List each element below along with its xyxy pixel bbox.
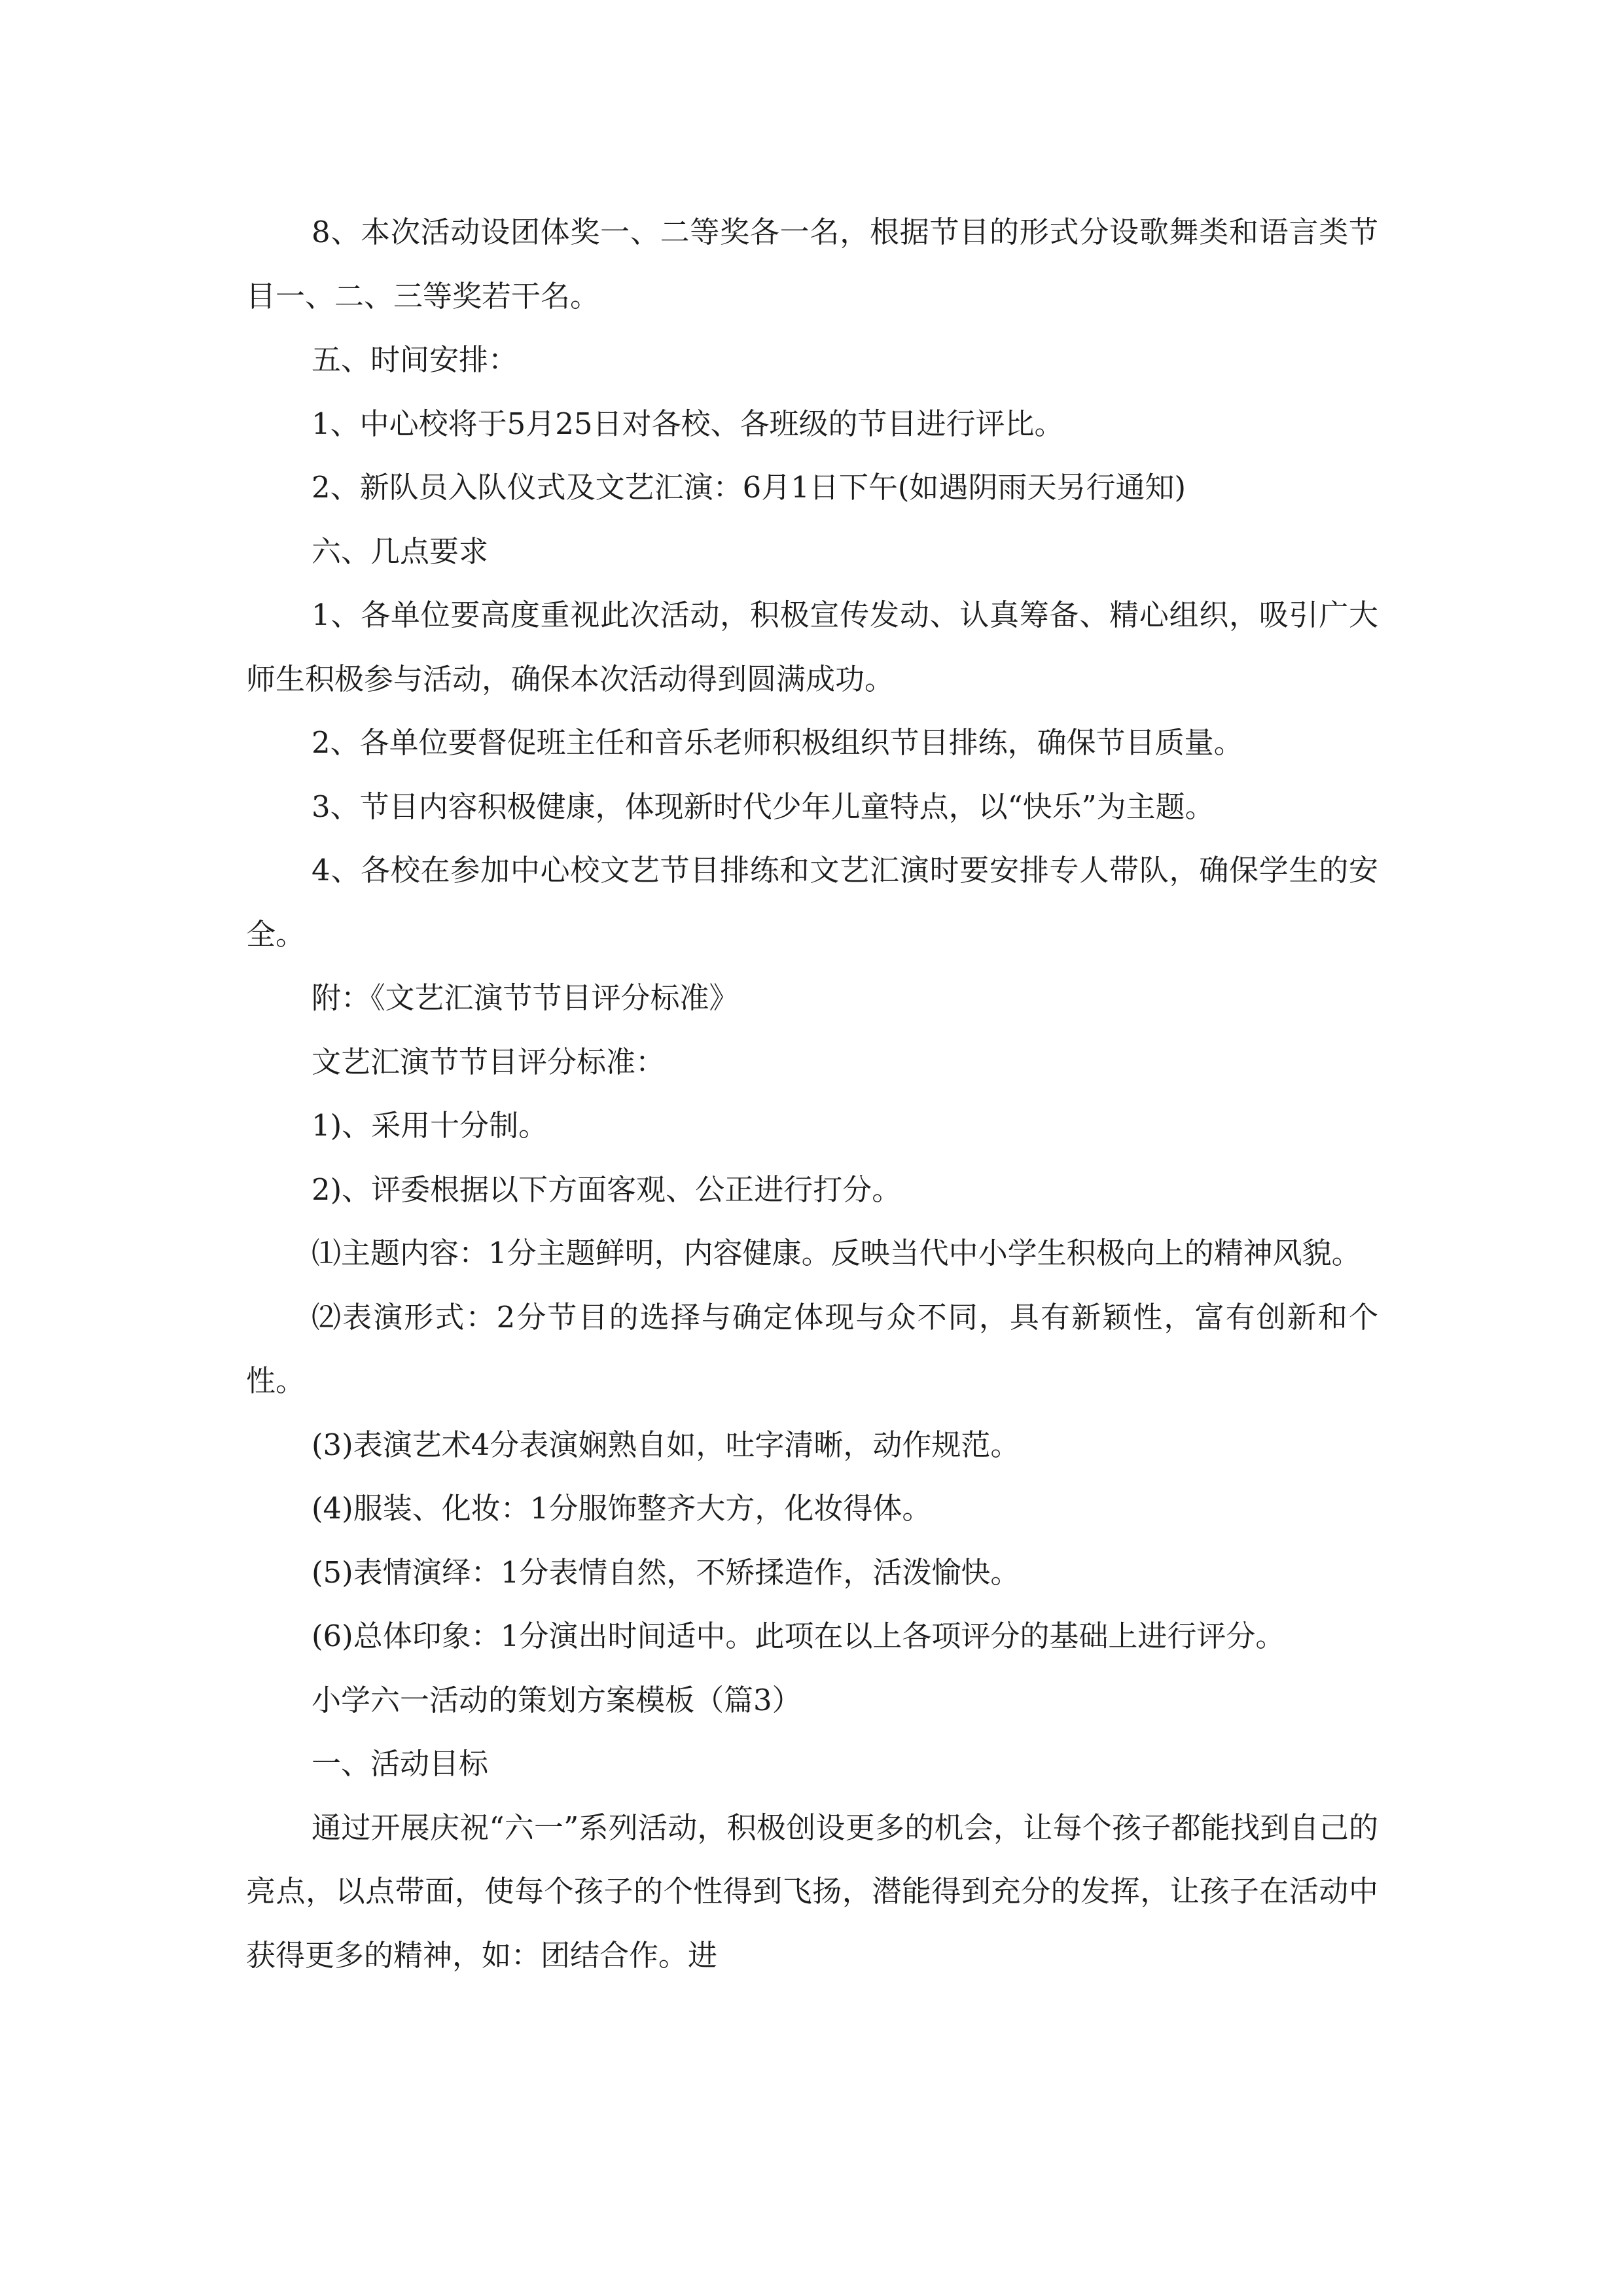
paragraph-scoring-2: 2)、评委根据以下方面客观、公正进行打分。 <box>312 1172 902 1207</box>
paragraph-scoring-1: 1)、采用十分制。 <box>312 1108 548 1143</box>
paragraph-requirement-3: 3、节目内容积极健康，体现新时代少年儿童特点，以“快乐”为主题。 <box>312 789 1215 824</box>
paragraph-criterion-impression: (6)总体印象：1分演出时间适中。此项在以上各项评分的基础上进行评分。 <box>312 1619 1285 1653</box>
paragraph-criterion-costume: (4)服装、化妆：1分服饰整齐大方，化妆得体。 <box>312 1491 932 1526</box>
paragraph-criterion-theme: ⑴主题内容：1分主题鲜明，内容健康。反映当代中小学生积极向上的精神风貌。 <box>312 1236 1361 1270</box>
paragraph-award-settings: 8、本次活动设团体奖一、二等奖各一名，根据节目的形式分设歌舞类和语言类节目一、二、三等奖若干名。 <box>246 215 1378 314</box>
paragraph-requirement-1: 1、各单位要高度重视此次活动，积极宣传发动、认真筹备、精心组织，吸引广大师生积极参与活动，确保本次活动得到圆满成功。 <box>246 598 1378 696</box>
heading-requirements: 六、几点要求 <box>312 533 489 569</box>
heading-schedule: 五、时间安排： <box>312 342 518 377</box>
paragraph-requirement-4: 4、各校在参加中心校文艺节目排练和文艺汇演时要安排专人带队，确保学生的安全。 <box>246 853 1378 952</box>
paragraph-criterion-expression: (5)表情演绎：1分表情自然，不矫揉造作，活泼愉快。 <box>312 1554 1020 1590</box>
heading-scoring-standard: 文艺汇演节节目评分标准： <box>312 1044 666 1079</box>
paragraph-appendix: 附：《文艺汇演节节目评分标准》 <box>312 980 739 1015</box>
heading-activity-goal: 一、活动目标 <box>312 1746 489 1781</box>
paragraph-schedule-1: 1、中心校将于5月25日对各校、各班级的节目进行评比。 <box>312 406 1064 441</box>
paragraph-activity-goal: 通过开展庆祝“六一”系列活动，积极创设更多的机会，让每个孩子都能找到自己的亮点，以点带面，使每个孩子的个性得到飞扬，潜能得到充分的发挥，让孩子在活动中获得更多的精神，如：团结合作。进 <box>246 1810 1378 1973</box>
paragraph-schedule-2: 2、新队员入队仪式及文艺汇演：6月1日下午(如遇阴雨天另行通知) <box>312 470 1186 505</box>
paragraph-criterion-art: (3)表演艺术4分表演娴熟自如，吐字清晰，动作规范。 <box>312 1427 1020 1462</box>
heading-plan-template-3: 小学六一活动的策划方案模板（篇3） <box>312 1682 802 1717</box>
paragraph-criterion-form: ⑵表演形式：2分节目的选择与确定体现与众不同，具有新颖性，富有创新和个性。 <box>246 1299 1378 1398</box>
paragraph-requirement-2: 2、各单位要督促班主任和音乐老师积极组织节目排练，确保节目质量。 <box>312 725 1243 760</box>
document-body <box>246 200 1378 1987</box>
